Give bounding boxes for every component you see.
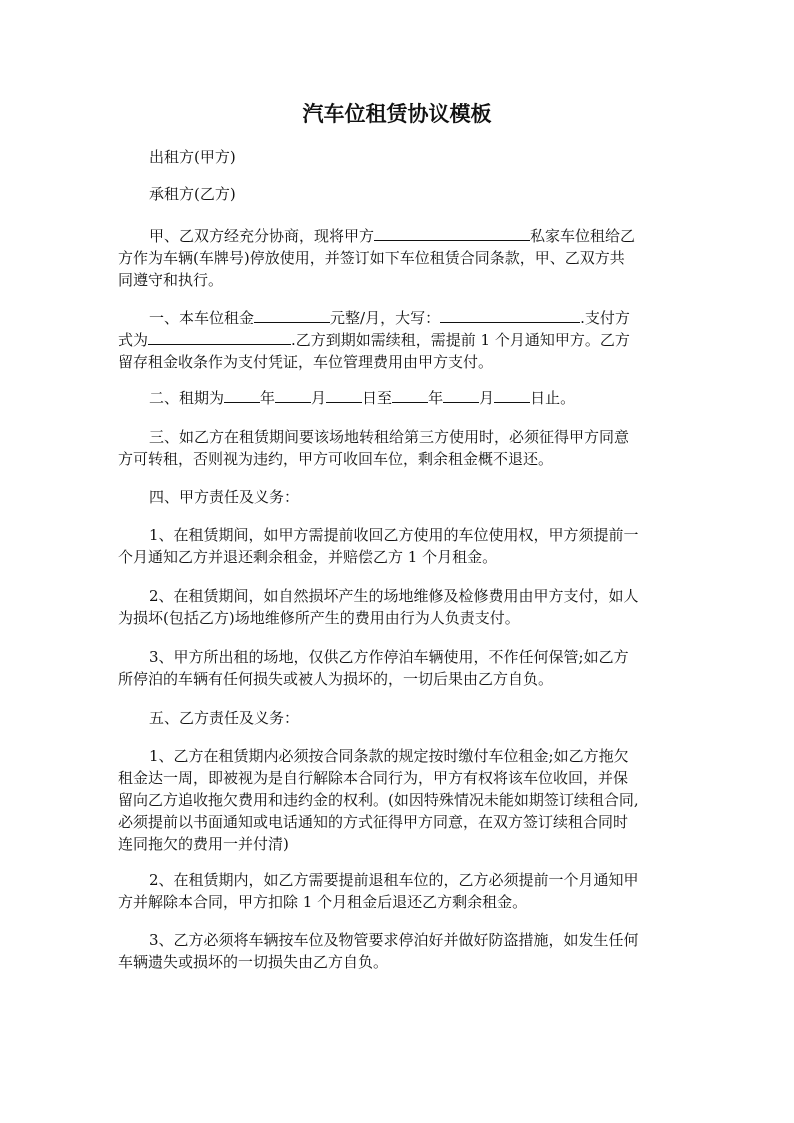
- clause-5-item: [118, 929, 678, 973]
- clause-4-item: [118, 524, 678, 568]
- lessor-label: [118, 146, 678, 168]
- clause-text: 必须提前以书面通知或电话通知的方式征得甲方同意，在双方签订续租合同时: [118, 813, 629, 831]
- clause-text: 式为: [118, 331, 149, 349]
- end-year-blank[interactable]: [392, 387, 428, 403]
- clause-text: 连同拖欠的费用一并付清): [118, 835, 289, 853]
- clause-text: 为损坏(包括乙方)场地维修所产生的费用由行为人负责支付。: [118, 609, 520, 627]
- clause-text: 一、本车位租金: [149, 309, 255, 327]
- clause-text: .支付方: [580, 309, 630, 327]
- clause-text: 二、租期为: [149, 389, 225, 407]
- clause-text: 月: [311, 389, 327, 407]
- clause-4-item: [118, 585, 678, 629]
- clause-text: 3、乙方必须将车辆按车位及物管要求停泊好并做好防盗措施，如发生任何: [149, 931, 639, 949]
- intro-paragraph: [118, 225, 678, 291]
- rent-amount-blank[interactable]: [254, 307, 330, 323]
- start-day-blank[interactable]: [326, 387, 362, 403]
- start-month-blank[interactable]: [275, 387, 311, 403]
- clause-text: 日至: [362, 389, 393, 407]
- clause-text: 车辆遗失或损坏的一切损失由乙方自负。: [118, 953, 389, 971]
- clause-text: 年: [428, 389, 444, 407]
- start-year-blank[interactable]: [224, 387, 260, 403]
- clause-text: 三、如乙方在租赁期间要该场地转租给第三方使用时，必须征得甲方同意: [149, 428, 630, 446]
- clause-text: 月: [479, 389, 495, 407]
- payment-method-blank[interactable]: [148, 329, 291, 345]
- intro-text: 方作为车辆(车牌号)停放使用，并签订如下车位租赁合同条款，甲、乙双方共: [118, 249, 625, 267]
- intro-text: 同遵守和执行。: [118, 271, 224, 289]
- clause-3: [118, 426, 678, 470]
- clause-5-item: [118, 869, 678, 913]
- clause-5-item: [118, 745, 678, 855]
- intro-text: 甲、乙双方经充分协商，现将甲方: [149, 227, 375, 245]
- lessee-text: 承租方(乙方): [149, 185, 236, 203]
- clause-text: 3、甲方所出租的场地，仅供乙方作停泊车辆使用，不作任何保管;如乙方: [149, 648, 629, 666]
- clause-text: 元整/月，大写：: [330, 309, 441, 327]
- section-heading: 五、乙方责任及义务：: [149, 709, 300, 727]
- clause-text: .乙方到期如需续租，需提前 1 个月通知甲方。乙方: [291, 331, 630, 349]
- end-month-blank[interactable]: [443, 387, 479, 403]
- clause-1: [118, 307, 678, 373]
- clause-text: 留向乙方追收拖欠费用和违约金的权利。(如因特殊情况未能如期签订续租合同,: [118, 791, 639, 809]
- clause-text: 2、在租赁期内，如乙方需要提前退租车位的，乙方必须提前一个月通知甲: [149, 871, 639, 889]
- clause-4-item: [118, 646, 678, 690]
- clause-text: 方可转租，否则视为违约，甲方可收回车位，剩余租金概不退还。: [118, 450, 554, 468]
- clause-text: 1、乙方在租赁期内必须按合同条款的规定按时缴付车位租金;如乙方拖欠: [149, 747, 629, 765]
- end-day-blank[interactable]: [494, 387, 530, 403]
- clause-text: 日止。: [530, 389, 576, 407]
- intro-text: 私家车位租给乙: [530, 227, 636, 245]
- clause-4-heading: [118, 486, 678, 508]
- document-title: 汽车位租赁协议模板: [302, 101, 492, 126]
- clause-text: 租金达一周，即被视为是自行解除本合同行为，甲方有权将该车位收回，并保: [118, 769, 629, 787]
- section-heading: 四、甲方责任及义务：: [149, 488, 300, 506]
- clause-text: 留存租金收条作为支付凭证，车位管理费用由甲方支付。: [118, 353, 494, 371]
- lessor-text: 出租方(甲方): [149, 148, 236, 166]
- clause-text: 方并解除本合同，甲方扣除 1 个月租金后退还乙方剩余租金。: [118, 893, 528, 911]
- clause-2: [118, 387, 678, 409]
- clause-text: 2、在租赁期间，如自然损坏产生的场地维修及检修费用由甲方支付，如人: [149, 587, 639, 605]
- rent-uppercase-blank[interactable]: [440, 307, 580, 323]
- clause-text: 1、在租赁期间，如甲方需提前收回乙方使用的车位使用权，甲方须提前一: [149, 526, 639, 544]
- clause-text: 所停泊的车辆有任何损失或被人为损坏的，一切后果由乙方自负。: [118, 670, 554, 688]
- lessor-name-blank[interactable]: [374, 225, 530, 241]
- lessee-label: [118, 183, 678, 205]
- clause-5-heading: [118, 707, 678, 729]
- clause-text: 年: [260, 389, 276, 407]
- clause-text: 个月通知乙方并退还剩余租金，并赔偿乙方 1 个月租金。: [118, 548, 498, 566]
